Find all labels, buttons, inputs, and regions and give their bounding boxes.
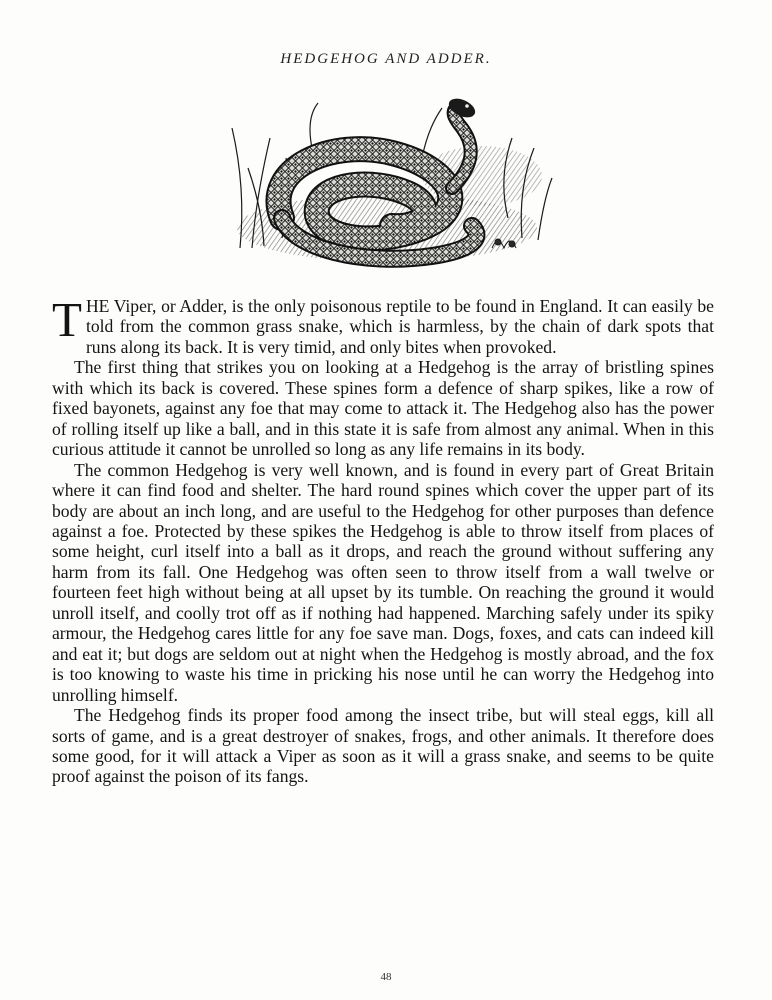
paragraph-1-text: HE Viper, or Adder, is the only poisonous reptile to be found in England. It can easily be told from the common grass snake, which is harmless, by the chain of dark spots that runs along its back. It is very timid, and only bites when provoked. <box>85 296 714 357</box>
article-body <box>52 292 714 787</box>
paragraph-3: The common Hedgehog is very well known, and is found in every part of Great Britain where it can find food and shelter. The hard round spines which cover the upper part of its body are about an inch long, and are useful to the Hedgehog for other purposes than defence against a foe. Protected by these spikes the Hedgehog is able to throw itself from places of some height, curl itself into a ball as it drops, and reach the ground without suffering any harm from its fall. One Hedgehog was often seen to throw itself from a wall twelve or fourteen feet high without being at all upset by its tumble. On reaching the ground it would unroll itself, and coolly trot off as if nothing had happened. Marching safely under its spiky armour, the Hedgehog cares little for any foe save man. Dogs, foxes, and cats can indeed kill and eat it; but dogs are seldom out at night when the Hedgehog is mostly abroad, and the fox is too knowing to waste his time in pricking his nose until he can worry the Hedgehog into unrolling himself. <box>52 459 714 705</box>
running-header: HEDGEHOG AND ADDER. <box>280 51 492 67</box>
paragraph-2: The first thing that strikes you on looking at a Hedgehog is the array of bristling spines with which its back is covered. These spines form a defence of sharp spikes, like a row of fixed bayonets, against any foe that may come to attack it. The Hedgehog also has the power of rolling itself up like a ball, and in this state it is safe from almost any animal. When in this curious attitude it cannot be unrolled so long as any life remains in its body. <box>52 357 714 460</box>
adder-snake-engraving-icon <box>222 98 558 270</box>
drop-cap: T <box>52 292 82 347</box>
paragraph-4: The Hedgehog finds its proper food among the insect tribe, but will steal eggs, kill all sorts of game, and is a great destroyer of snakes, frogs, and other animals. It therefore does some good, for it will attack a Viper as soon as it will a grass snake, and seems to be quite proof against the poison of its fangs. <box>52 705 714 787</box>
page-number: 48 <box>380 971 392 983</box>
paragraph-1 <box>52 292 714 357</box>
